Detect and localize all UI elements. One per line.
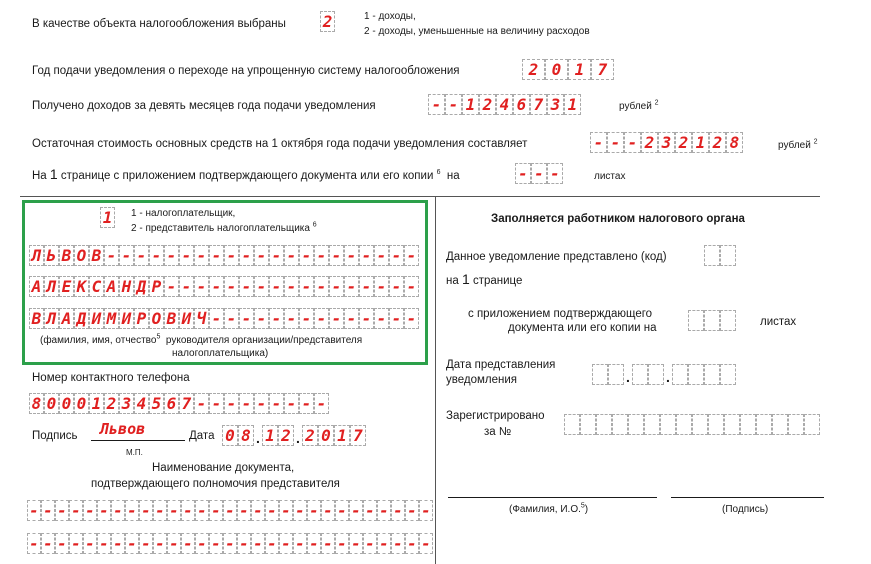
registered-label-2: за № xyxy=(484,426,512,438)
residual-value-cell[interactable]: 2 xyxy=(675,132,692,153)
document-name-label-1: Наименование документа, xyxy=(152,462,295,474)
residual-value-cell[interactable]: - xyxy=(607,132,624,153)
document-name-cell[interactable]: - xyxy=(405,533,419,554)
name-caption-2: налогоплательщика) xyxy=(172,348,269,359)
phone-cell[interactable]: - xyxy=(209,393,224,414)
document-name-cell[interactable]: - xyxy=(167,500,181,521)
pages-count-label: на 1 странице xyxy=(446,271,523,287)
patronymic-cell[interactable]: О xyxy=(149,308,164,329)
submission-year-cell[interactable] xyxy=(704,364,720,385)
attach-cell[interactable] xyxy=(720,310,736,331)
document-name-cell[interactable]: - xyxy=(419,500,433,521)
given-name-cell[interactable]: - xyxy=(239,276,254,297)
signer-option-2: 2 - представитель налогоплательщика $^6$ xyxy=(131,221,317,234)
document-name-cell[interactable]: - xyxy=(405,500,419,521)
given-name-cell[interactable]: - xyxy=(329,276,344,297)
registration-number-cell[interactable] xyxy=(692,414,708,435)
pages-cell[interactable]: - xyxy=(531,163,547,184)
document-name-cell[interactable]: - xyxy=(377,500,391,521)
document-name-cell[interactable]: - xyxy=(41,500,55,521)
fio-line xyxy=(448,497,657,498)
document-name-cell[interactable]: - xyxy=(55,533,69,554)
given-name-cell[interactable]: Е xyxy=(59,276,74,297)
date-year[interactable] xyxy=(302,425,366,446)
patronymic-cell[interactable]: - xyxy=(359,308,374,329)
document-name-cell[interactable]: - xyxy=(181,533,195,554)
notice-year-label: Год подачи уведомления о переходе на упрощенную систему налогообложения xyxy=(32,65,460,77)
phone-cell[interactable]: 6 xyxy=(164,393,179,414)
patronymic-cell[interactable]: - xyxy=(314,308,329,329)
phone-cell[interactable]: 7 xyxy=(179,393,194,414)
patronymic-cell[interactable]: - xyxy=(404,308,419,329)
document-name-cell[interactable]: - xyxy=(321,500,335,521)
submission-year[interactable] xyxy=(672,364,736,385)
date-year-cell[interactable]: 2 xyxy=(302,425,318,446)
taxation-option-2: 2 - доходы, уменьшенные на величину расходов xyxy=(364,26,590,37)
document-name-cell[interactable]: - xyxy=(139,500,153,521)
registered-label-1: Зарегистрировано xyxy=(446,410,545,422)
submission-month[interactable] xyxy=(632,364,664,385)
registration-number-field[interactable] xyxy=(564,414,820,435)
surname-cell[interactable]: - xyxy=(179,245,194,266)
registration-number-cell[interactable] xyxy=(660,414,676,435)
document-name-cell[interactable]: - xyxy=(97,500,111,521)
notice-year-cell[interactable]: 7 xyxy=(591,59,614,80)
given-name-cell[interactable]: - xyxy=(374,276,389,297)
document-name-cell[interactable]: - xyxy=(97,533,111,554)
given-name-field[interactable] xyxy=(29,276,419,297)
document-name-cell[interactable]: - xyxy=(237,500,251,521)
patronymic-cell[interactable]: - xyxy=(269,308,284,329)
surname-field[interactable] xyxy=(29,245,419,266)
given-name-cell[interactable]: Л xyxy=(44,276,59,297)
date-year-cell[interactable]: 0 xyxy=(318,425,334,446)
submission-year-cell[interactable] xyxy=(688,364,704,385)
residual-value-cell[interactable]: 8 xyxy=(726,132,743,153)
surname-cell[interactable]: - xyxy=(104,245,119,266)
document-name-cell[interactable]: - xyxy=(363,500,377,521)
given-name-cell[interactable]: - xyxy=(254,276,269,297)
surname-cell[interactable]: - xyxy=(404,245,419,266)
date-month-cell[interactable]: 2 xyxy=(278,425,294,446)
residual-value-cell[interactable]: - xyxy=(590,132,607,153)
presented-code-cell[interactable] xyxy=(704,245,720,266)
given-name-cell[interactable]: К xyxy=(74,276,89,297)
tax-office-title: Заполняется работником налогового органа xyxy=(491,213,745,225)
document-name-cell[interactable]: - xyxy=(349,533,363,554)
document-name-cell[interactable]: - xyxy=(279,533,293,554)
income-cell[interactable]: 6 xyxy=(513,94,530,115)
pages-unit: листах xyxy=(594,171,626,182)
document-name-cell[interactable]: - xyxy=(153,500,167,521)
date-label: Дата xyxy=(189,430,215,442)
surname-cell[interactable]: - xyxy=(194,245,209,266)
document-name-cell[interactable]: - xyxy=(111,500,125,521)
surname-cell[interactable]: - xyxy=(149,245,164,266)
patronymic-cell[interactable]: А xyxy=(59,308,74,329)
document-name-cell[interactable]: - xyxy=(419,533,433,554)
registration-number-cell[interactable] xyxy=(596,414,612,435)
submission-day-cell[interactable] xyxy=(608,364,624,385)
patronymic-cell[interactable]: М xyxy=(104,308,119,329)
submission-date-label-1: Дата представления xyxy=(446,359,556,371)
presented-code-cell[interactable] xyxy=(720,245,736,266)
registration-number-cell[interactable] xyxy=(740,414,756,435)
date-month-cell[interactable]: 1 xyxy=(262,425,278,446)
registration-number-cell[interactable] xyxy=(724,414,740,435)
document-name-cell[interactable]: - xyxy=(153,533,167,554)
notice-year-field[interactable] xyxy=(522,59,614,80)
phone-cell[interactable]: 3 xyxy=(119,393,134,414)
document-name-cell[interactable]: - xyxy=(265,500,279,521)
document-name-cell[interactable]: - xyxy=(181,500,195,521)
residual-value-cell[interactable]: - xyxy=(624,132,641,153)
fio-caption: (Фамилия, И.О.$^5$) xyxy=(509,502,589,515)
given-name-cell[interactable]: А xyxy=(104,276,119,297)
document-name-row-2[interactable] xyxy=(27,533,433,554)
notice-year-cell[interactable]: 0 xyxy=(545,59,568,80)
surname-cell[interactable]: - xyxy=(329,245,344,266)
surname-cell[interactable]: - xyxy=(209,245,224,266)
taxation-object-field[interactable] xyxy=(320,11,335,32)
phone-cell[interactable]: - xyxy=(239,393,254,414)
pages-field[interactable] xyxy=(515,163,563,184)
presented-code-field[interactable] xyxy=(704,245,736,266)
income-field[interactable] xyxy=(428,94,581,115)
attach-cell[interactable] xyxy=(704,310,720,331)
submission-day[interactable] xyxy=(592,364,624,385)
given-name-cell[interactable]: - xyxy=(299,276,314,297)
registration-number-cell[interactable] xyxy=(676,414,692,435)
document-name-cell[interactable]: - xyxy=(251,500,265,521)
given-name-cell[interactable]: - xyxy=(344,276,359,297)
patronymic-cell[interactable]: В xyxy=(29,308,44,329)
patronymic-cell[interactable]: Ч xyxy=(194,308,209,329)
date-day[interactable] xyxy=(222,425,254,446)
patronymic-cell[interactable]: - xyxy=(329,308,344,329)
document-name-cell[interactable]: - xyxy=(209,533,223,554)
patronymic-cell[interactable]: - xyxy=(254,308,269,329)
document-name-cell[interactable]: - xyxy=(293,500,307,521)
pages-cell[interactable]: - xyxy=(547,163,563,184)
attach-unit: листах xyxy=(760,316,797,328)
phone-cell[interactable]: - xyxy=(224,393,239,414)
surname-cell[interactable]: О xyxy=(74,245,89,266)
given-name-cell[interactable]: - xyxy=(209,276,224,297)
document-name-cell[interactable]: - xyxy=(195,500,209,521)
surname-cell[interactable]: - xyxy=(134,245,149,266)
patronymic-cell[interactable]: И xyxy=(179,308,194,329)
submission-date-field[interactable]: . . xyxy=(592,364,736,385)
surname-cell[interactable]: - xyxy=(119,245,134,266)
signature-label: Подпись xyxy=(32,430,78,442)
patronymic-cell[interactable]: - xyxy=(299,308,314,329)
document-name-cell[interactable]: - xyxy=(55,500,69,521)
registration-number-cell[interactable] xyxy=(580,414,596,435)
document-name-cell[interactable]: - xyxy=(27,533,41,554)
phone-cell[interactable]: 0 xyxy=(59,393,74,414)
document-name-cell[interactable]: - xyxy=(111,533,125,554)
given-name-cell[interactable]: - xyxy=(314,276,329,297)
given-name-cell[interactable]: - xyxy=(389,276,404,297)
surname-cell[interactable]: - xyxy=(299,245,314,266)
date-year-cell[interactable]: 1 xyxy=(334,425,350,446)
signer-option-1: 1 - налогоплательщик, xyxy=(131,208,236,219)
date-day-cell[interactable]: 0 xyxy=(222,425,238,446)
given-name-cell[interactable]: Н xyxy=(119,276,134,297)
document-name-cell[interactable]: - xyxy=(391,500,405,521)
taxation-option-1: 1 - доходы, xyxy=(364,11,416,22)
phone-cell[interactable]: - xyxy=(269,393,284,414)
surname-cell[interactable]: - xyxy=(374,245,389,266)
patronymic-cell[interactable]: Л xyxy=(44,308,59,329)
document-name-cell[interactable]: - xyxy=(279,500,293,521)
given-name-cell[interactable]: - xyxy=(359,276,374,297)
signer-type-field[interactable] xyxy=(100,207,115,228)
patronymic-cell[interactable]: - xyxy=(389,308,404,329)
patronymic-cell[interactable]: - xyxy=(344,308,359,329)
phone-cell[interactable]: 8 xyxy=(29,393,44,414)
given-name-cell[interactable]: - xyxy=(194,276,209,297)
document-name-cell[interactable]: - xyxy=(335,500,349,521)
patronymic-cell[interactable]: Р xyxy=(134,308,149,329)
sign-caption: (Подпись) xyxy=(722,504,769,515)
patronymic-cell[interactable]: И xyxy=(119,308,134,329)
residual-value-label: Остаточная стоимость основных средств на 1 октября года подачи уведомления составляет xyxy=(32,138,528,150)
phone-cell[interactable]: - xyxy=(299,393,314,414)
taxation-object-label: В качестве объекта налогообложения выбраны xyxy=(32,18,286,30)
residual-value-cell[interactable]: 1 xyxy=(692,132,709,153)
attach-label-2: документа или его копии на xyxy=(508,322,657,334)
income-cell[interactable]: 4 xyxy=(496,94,513,115)
given-name-cell[interactable]: - xyxy=(224,276,239,297)
signer-type-cell[interactable]: 1 xyxy=(100,207,115,228)
document-name-cell[interactable]: - xyxy=(237,533,251,554)
phone-cell[interactable]: 4 xyxy=(134,393,149,414)
document-name-cell[interactable]: - xyxy=(265,533,279,554)
registration-number-cell[interactable] xyxy=(804,414,820,435)
document-name-cell[interactable]: - xyxy=(223,500,237,521)
residual-value-cell[interactable]: 3 xyxy=(658,132,675,153)
surname-cell[interactable]: В xyxy=(59,245,74,266)
section-divider xyxy=(20,196,820,197)
given-name-cell[interactable]: - xyxy=(269,276,284,297)
document-name-cell[interactable]: - xyxy=(83,500,97,521)
document-name-cell[interactable]: - xyxy=(139,533,153,554)
phone-cell[interactable]: - xyxy=(284,393,299,414)
registration-number-cell[interactable] xyxy=(564,414,580,435)
surname-cell[interactable]: - xyxy=(164,245,179,266)
presented-code-label: Данное уведомление представлено (код) xyxy=(446,251,667,263)
document-name-cell[interactable]: - xyxy=(69,500,83,521)
given-name-cell[interactable]: - xyxy=(164,276,179,297)
surname-cell[interactable]: - xyxy=(284,245,299,266)
phone-cell[interactable]: 0 xyxy=(44,393,59,414)
date-year-cell[interactable]: 7 xyxy=(350,425,366,446)
patronymic-cell[interactable]: - xyxy=(374,308,389,329)
phone-label: Номер контактного телефона xyxy=(32,372,190,384)
document-name-cell[interactable]: - xyxy=(223,533,237,554)
submission-date-label-2: уведомления xyxy=(446,374,517,386)
surname-cell[interactable]: Ь xyxy=(44,245,59,266)
mp-label: М.П. xyxy=(126,448,143,457)
document-name-cell[interactable]: - xyxy=(125,500,139,521)
patronymic-field[interactable] xyxy=(29,308,419,329)
residual-value-cell[interactable]: 2 xyxy=(709,132,726,153)
phone-cell[interactable]: 2 xyxy=(104,393,119,414)
phone-cell[interactable]: - xyxy=(254,393,269,414)
income-cell[interactable]: - xyxy=(428,94,445,115)
signature-image: Львов xyxy=(100,420,146,438)
name-caption: (фамилия, имя, отчество$^5$ руководителя организации/представителя xyxy=(40,333,363,346)
attach-cell[interactable] xyxy=(688,310,704,331)
given-name-cell[interactable]: Д xyxy=(134,276,149,297)
surname-cell[interactable]: - xyxy=(269,245,284,266)
date-day-cell[interactable]: 8 xyxy=(238,425,254,446)
surname-cell[interactable]: - xyxy=(314,245,329,266)
document-name-cell[interactable]: - xyxy=(251,533,265,554)
taxation-object-cell[interactable]: 2 xyxy=(320,11,335,32)
registration-number-cell[interactable] xyxy=(788,414,804,435)
surname-cell[interactable]: - xyxy=(359,245,374,266)
sign-line xyxy=(671,497,824,498)
given-name-cell[interactable]: Р xyxy=(149,276,164,297)
attach-label-1: с приложением подтверждающего xyxy=(468,308,653,320)
given-name-cell[interactable]: А xyxy=(29,276,44,297)
document-name-cell[interactable]: - xyxy=(69,533,83,554)
document-name-cell[interactable]: - xyxy=(195,533,209,554)
signature-line xyxy=(91,440,185,441)
registration-number-cell[interactable] xyxy=(708,414,724,435)
registration-number-cell[interactable] xyxy=(756,414,772,435)
given-name-cell[interactable]: - xyxy=(404,276,419,297)
document-name-cell[interactable]: - xyxy=(335,533,349,554)
submission-month-cell[interactable] xyxy=(648,364,664,385)
patronymic-cell[interactable]: - xyxy=(239,308,254,329)
registration-number-cell[interactable] xyxy=(628,414,644,435)
given-name-cell[interactable]: - xyxy=(179,276,194,297)
document-name-cell[interactable]: - xyxy=(391,533,405,554)
pages-label: На 1 странице с приложением подтверждающего документа или его копии $^6$ на xyxy=(32,166,460,182)
patronymic-cell[interactable]: - xyxy=(224,308,239,329)
phone-cell[interactable]: 1 xyxy=(89,393,104,414)
document-name-cell[interactable]: - xyxy=(27,500,41,521)
surname-cell[interactable]: - xyxy=(344,245,359,266)
phone-cell[interactable]: 5 xyxy=(149,393,164,414)
income-cell[interactable]: 2 xyxy=(479,94,496,115)
patronymic-cell[interactable]: - xyxy=(284,308,299,329)
patronymic-cell[interactable]: И xyxy=(89,308,104,329)
submission-month-cell[interactable] xyxy=(632,364,648,385)
income-label: Получено доходов за девять месяцев года подачи уведомления xyxy=(32,100,376,112)
column-divider xyxy=(435,196,436,564)
registration-number-cell[interactable] xyxy=(612,414,628,435)
patronymic-cell[interactable]: В xyxy=(164,308,179,329)
document-name-cell[interactable]: - xyxy=(377,533,391,554)
residual-value-unit: рублей $^2$ xyxy=(778,138,818,151)
residual-value-cell[interactable]: 2 xyxy=(641,132,658,153)
given-name-cell[interactable]: С xyxy=(89,276,104,297)
phone-cell[interactable]: - xyxy=(314,393,329,414)
income-cell[interactable]: 1 xyxy=(462,94,479,115)
document-name-cell[interactable]: - xyxy=(125,533,139,554)
document-name-row-1[interactable] xyxy=(27,500,433,521)
document-name-cell[interactable]: - xyxy=(41,533,55,554)
surname-cell[interactable]: - xyxy=(254,245,269,266)
date-field[interactable]: 0 8 . 1 2 . 2 0 1 7 xyxy=(222,425,366,446)
surname-cell[interactable]: - xyxy=(224,245,239,266)
notice-year-cell[interactable]: 1 xyxy=(568,59,591,80)
surname-cell[interactable]: В xyxy=(89,245,104,266)
notice-year-cell[interactable]: 2 xyxy=(522,59,545,80)
pages-cell[interactable]: - xyxy=(515,163,531,184)
document-name-cell[interactable]: - xyxy=(83,533,97,554)
document-name-cell[interactable]: - xyxy=(349,500,363,521)
registration-number-cell[interactable] xyxy=(644,414,660,435)
residual-value-field[interactable] xyxy=(590,132,743,153)
registration-number-cell[interactable] xyxy=(772,414,788,435)
submission-year-cell[interactable] xyxy=(720,364,736,385)
document-name-cell[interactable]: - xyxy=(363,533,377,554)
income-cell[interactable]: 3 xyxy=(547,94,564,115)
patronymic-cell[interactable]: - xyxy=(209,308,224,329)
surname-cell[interactable]: Л xyxy=(29,245,44,266)
patronymic-cell[interactable]: Д xyxy=(74,308,89,329)
attach-field[interactable] xyxy=(688,310,736,331)
surname-cell[interactable]: - xyxy=(239,245,254,266)
document-name-cell[interactable]: - xyxy=(307,500,321,521)
given-name-cell[interactable]: - xyxy=(284,276,299,297)
date-month[interactable] xyxy=(262,425,294,446)
document-name-cell[interactable]: - xyxy=(293,533,307,554)
income-cell[interactable]: 1 xyxy=(564,94,581,115)
document-name-cell[interactable]: - xyxy=(209,500,223,521)
phone-cell[interactable]: 0 xyxy=(74,393,89,414)
document-name-cell[interactable]: - xyxy=(321,533,335,554)
submission-day-cell[interactable] xyxy=(592,364,608,385)
document-name-cell[interactable]: - xyxy=(307,533,321,554)
phone-field[interactable] xyxy=(29,393,329,414)
income-unit: рублей $^2$ xyxy=(619,99,659,112)
document-name-label-2: подтверждающего полномочия представителя xyxy=(91,478,340,490)
phone-cell[interactable]: - xyxy=(194,393,209,414)
submission-year-cell[interactable] xyxy=(672,364,688,385)
document-name-cell[interactable]: - xyxy=(167,533,181,554)
income-cell[interactable]: - xyxy=(445,94,462,115)
income-cell[interactable]: 7 xyxy=(530,94,547,115)
surname-cell[interactable]: - xyxy=(389,245,404,266)
